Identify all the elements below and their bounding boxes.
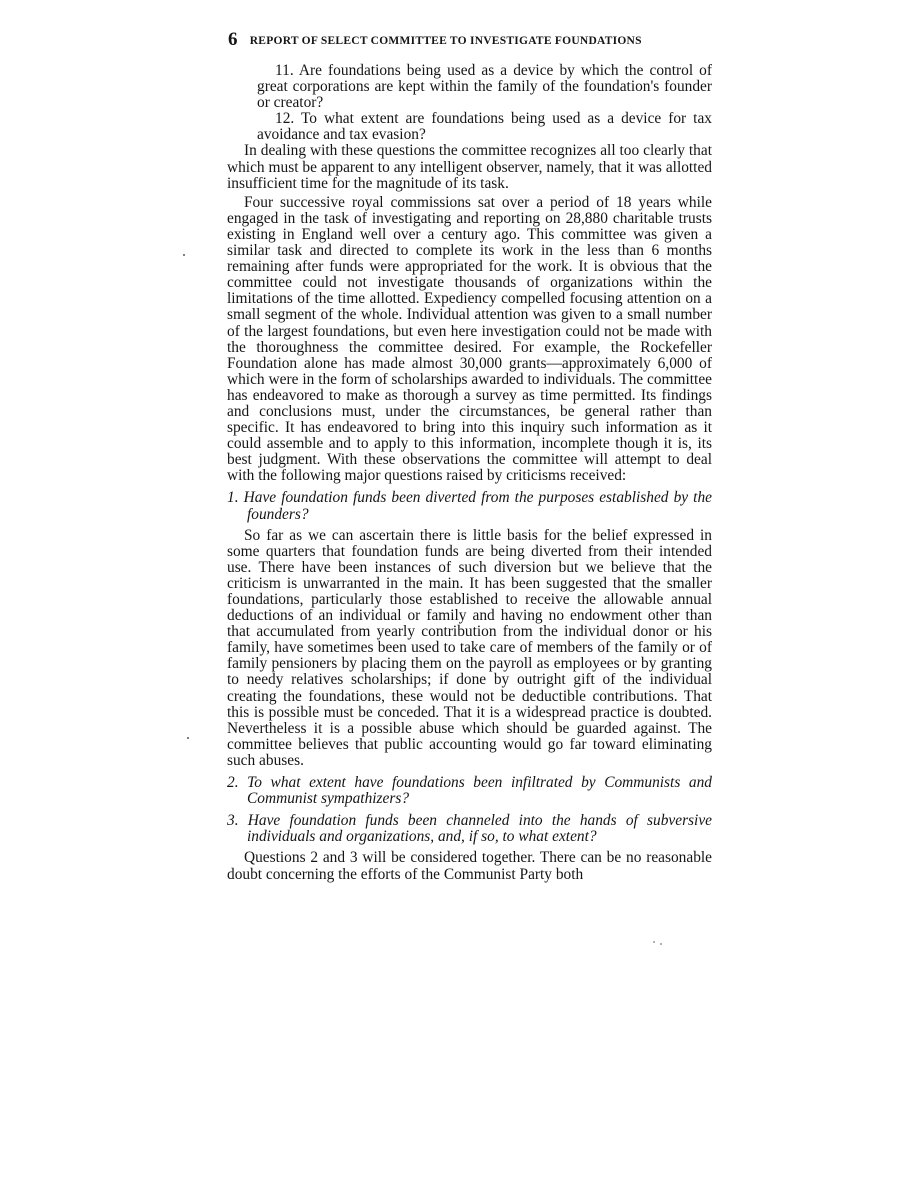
scan-speck [183, 254, 185, 256]
paragraph-questions-2-and-3: Questions 2 and 3 will be considered together. There can be no reasonable doubt concerning the efforts of the Communist Party both [227, 849, 712, 883]
heading-question-3 [227, 813, 712, 845]
heading-question-1 [227, 490, 712, 522]
report-body [227, 63, 712, 883]
heading-question-3-text: 3. Have foundation funds been channeled into the hands of subversive individuals and organizations, and, if so, to what extent? [227, 812, 712, 846]
page-number: 6 [228, 29, 238, 50]
question-11: 11. Are foundations being used as a device by which the control of great corporations are kept within the family of the foundation's founder or creator? [257, 62, 712, 112]
paragraph-royal-commissions: Four successive royal commissions sat over a period of 18 years while engaged in the task of investigating and reporting on 28,880 charitable trusts existing in England well over a century ago. This committee was given a similar task and directed to complete its work in the less than 6 months remaining after funds were appropriated for the work. It is obvious that the committee could not investigate thousands of organizations within the limitations of the time allotted. Expediency compelled focusing attention on a small segment of the whole. Individual attention was given to a small number of the largest foundations, but even here investigation could not be made with the thoroughness the committee desired. For example, the Rockefeller Foundation alone has made almost 30,000 grants—approximately 6,000 of which were in the form of scholarships awarded to individuals. The committee has endeavored to make as thorough a survey as time permitted. Its findings and conclusions must, under the circumstances, be general rather than specific. It has endeavored to bring into this inquiry such information as it could assemble and to apply to this information, incomplete though it is, its best judgment. With these observations the committee will attempt to deal with the following major questions raised by criticisms received: [227, 193, 712, 485]
scan-speck [660, 943, 662, 945]
heading-question-2 [227, 775, 712, 807]
scan-speck [187, 737, 189, 739]
paragraph-diversion: So far as we can ascertain there is little basis for the belief expressed in some quarters that foundation funds are being diverted from their intended use. There have been instances of such diversion but we believe that the criticism is unwarranted in the main. It has been suggested that the smaller foundations, particularly those established to receive the allowable annual deductions of an individual or family and having no endowment other than that accumulated from yearly contribution from the individual donor or his family, have sometimes been used to take care of members of the family or of family pensioners by placing them on the payroll as employees or by granting to needy relatives scholarships; if done by outright gift of the individual creating the foundations, these would not be deductible contributions. That this is possible must be conceded. That it is a widespread practice is doubted. Nevertheless it is a possible abuse which should be guarded against. The committee believes that public accounting would go far toward eliminating such abuses. [227, 526, 712, 769]
paragraph-dealing-with-questions: In dealing with these questions the committee recognizes all too clearly that which must be apparent to any intelligent observer, namely, that it was allotted insufficient time for the magnitude of its task. [227, 142, 712, 192]
heading-question-1-text: 1. Have foundation funds been diverted from the purposes established by the founders? [227, 489, 712, 523]
heading-question-2-text: 2. To what extent have foundations been infiltrated by Communists and Communist sympathizers? [227, 774, 712, 808]
running-head [228, 28, 698, 52]
question-12: 12. To what extent are foundations being used as a device for tax avoidance and tax evasion? [257, 110, 712, 144]
scan-speck [653, 941, 655, 943]
report-title: REPORT OF SELECT COMMITTEE TO INVESTIGATE FOUNDATIONS [249, 35, 642, 47]
